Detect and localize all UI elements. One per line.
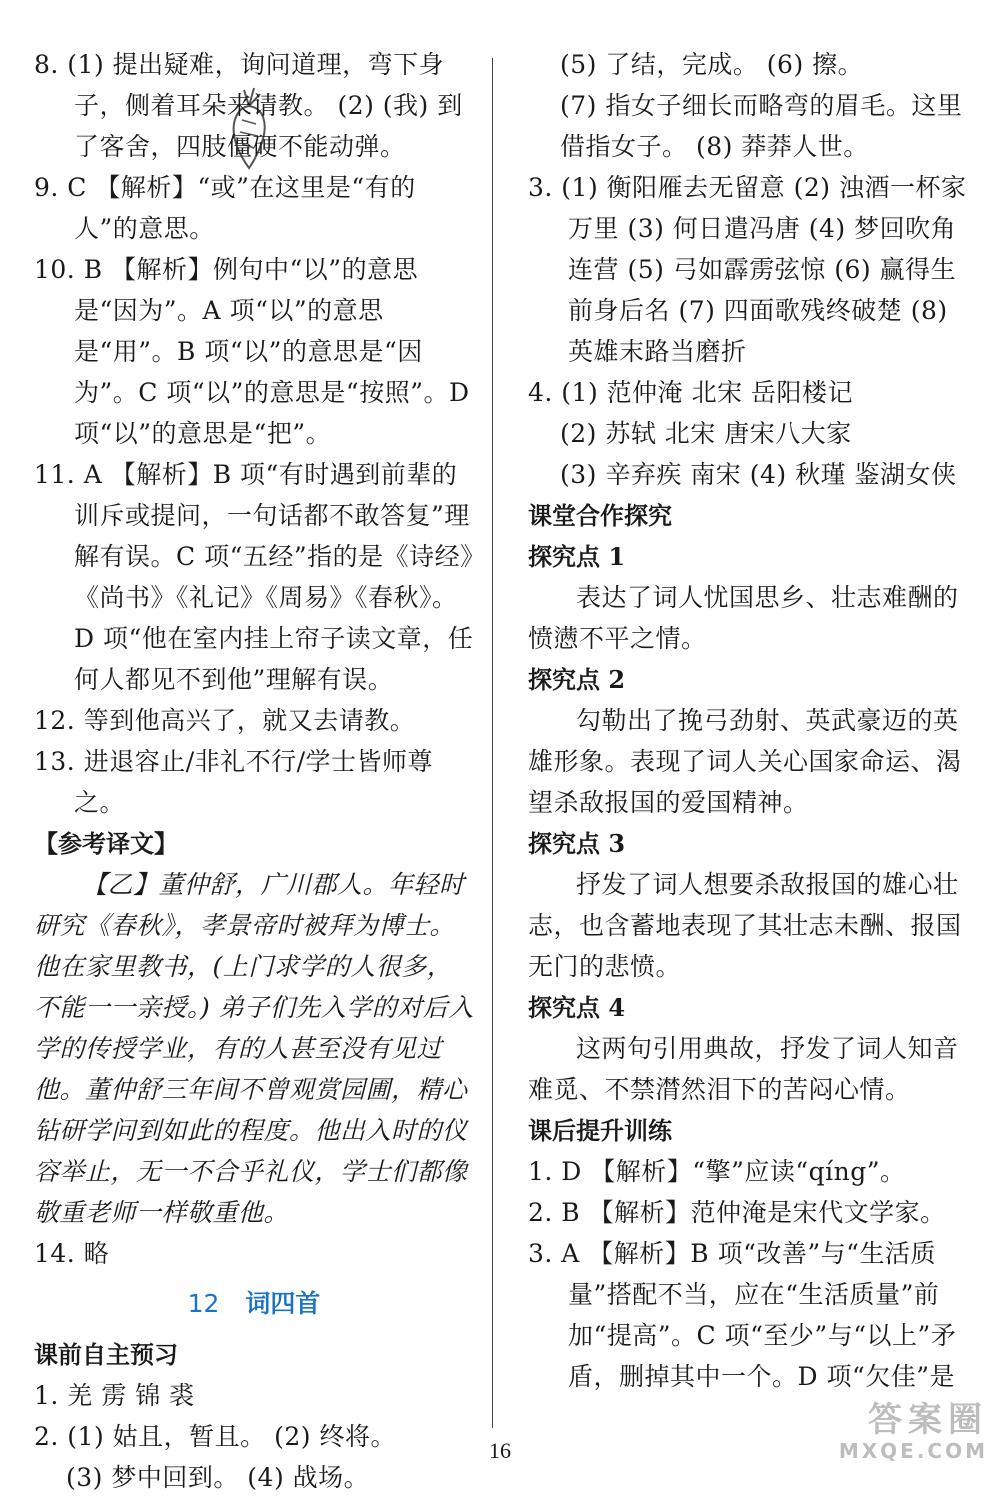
answer-9: 9. C 【解析】“或”在这里是“有的人”的意思。 — [34, 173, 416, 243]
cooperation-heading: 课堂合作探究 — [528, 501, 672, 530]
translation-heading: 【参考译文】 — [34, 829, 178, 858]
answer-8: 8. (1) 提出疑难，询问道理，弯下身子，侧着耳朵来请教。 (2) (我) 到了客舍，四肢僵硬不能动弹。 — [34, 50, 463, 161]
translation-text: 【乙】董仲舒，广川郡人。年轻时研究《春秋》，孝景帝时被拜为博士。他在家里教书，(上门求学的人很多，不能一一亲授。) 弟子们先入学的对后入学的传授学业，有的人甚至没有见过他。董仲舒三年间不曾观赏园圃，精心钻研学问到如此的程度。他出入时的仪容举止，无一不合乎礼仪，学士们都像敬重老师一样敬重他。 — [34, 870, 474, 1227]
preview-2-cont-c: (7) 指女子细长而略弯的眉毛。这里借指女子。 (8) 莽莽人世。 — [560, 91, 963, 161]
page-number: 16 — [489, 1438, 511, 1463]
translation-block — [34, 864, 474, 1233]
preview-3: 3. (1) 衡阳雁去无留意 (2) 浊酒一杯家万里 (3) 何日遣冯唐 (4) 梦回吹角连营 (5) 弓如霹雳弦惊 (6) 赢得生前身后名 (7) 四面歌残终破楚 (8) 英雄末路当磨折 — [528, 173, 967, 366]
after-answer-3: 3. A 【解析】B 项“改善”与“生活质量”搭配不当，应在“生活质量”前加“提高”。C 项“至少”与“以上”矛盾，删掉其中一个。D 项“欠佳”是 — [528, 1239, 957, 1391]
watermark-text: 答案圈 — [868, 1400, 988, 1440]
preview-4-b: (2) 苏轼 北宋 唐宋八大家 — [560, 419, 852, 448]
explore-point-1-text: 表达了词人忧国思乡、壮志难酬的愤懑不平之情。 — [528, 583, 959, 653]
preview-2-cont: (3) 梦中回到。 (4) 战场。 — [66, 1463, 370, 1492]
answer-13: 13. 进退容止/非礼不行/学士皆师尊之。 — [34, 747, 434, 817]
watermark-logo — [798, 1401, 988, 1467]
lesson-name: 词四首 — [245, 1289, 321, 1318]
answer-11: 11. A 【解析】B 项“有时遇到前辈的训斥或提问，一句话都不敢答复”理解有误。C 项“五经”指的是《诗经》《尚书》《礼记》《周易》《春秋》。D 项“他在室内挂上帘子读文章，任何人都见不到他”理解有误。 — [34, 460, 474, 694]
watermark-url: MXQE.COM — [838, 1439, 988, 1463]
answer-12: 12. 等到他高兴了，就又去请教。 — [34, 706, 416, 735]
explore-point-2-text: 勾勒出了挽弓劲射、英武豪迈的英雄形象。表现了词人关心国家命运、渴望杀敌报国的爱国精神。 — [528, 706, 962, 817]
explore-point-4-title: 探究点 4 — [528, 993, 626, 1022]
after-class-heading: 课后提升训练 — [528, 1116, 672, 1145]
left-column — [34, 44, 474, 1498]
explore-point-4-text: 这两句引用典故，抒发了词人知音难觅、不禁潸然泪下的苦闷心情。 — [528, 1034, 959, 1104]
right-column — [528, 44, 968, 1397]
lesson-number: 12 — [187, 1289, 220, 1318]
preview-4: 4. (1) 范仲淹 北宋 岳阳楼记 — [528, 378, 854, 407]
preview-4-c: (3) 辛弃疾 南宋 (4) 秋瑾 鉴湖女侠 — [560, 460, 957, 489]
preview-2: 2. (1) 姑且，暂且。 (2) 终将。 — [34, 1422, 396, 1451]
preview-heading: 课前自主预习 — [34, 1340, 178, 1369]
explore-point-3-title: 探究点 3 — [528, 829, 626, 858]
answer-14: 14. 略 — [34, 1239, 110, 1268]
after-answer-1: 1. D 【解析】“擎”应读“qíng”。 — [528, 1157, 906, 1186]
preview-2-cont-b: (5) 了结，完成。 (6) 擦。 — [560, 50, 864, 79]
explore-point-1-title: 探究点 1 — [528, 542, 626, 571]
answer-10: 10. B 【解析】例句中“以”的意思是“因为”。A 项“以”的意思是“用”。B 项“以”的意思是“因为”。C 项“以”的意思是“按照”。D 项“以”的意思是“把”。 — [34, 255, 470, 448]
preview-1: 1. 羌 雳 锦 裘 — [34, 1381, 195, 1410]
column-divider — [492, 58, 493, 1428]
after-answer-2: 2. B 【解析】范仲淹是宋代文学家。 — [528, 1198, 946, 1227]
explore-point-3-text: 抒发了词人想要杀敌报国的雄心壮志，也含蓄地表现了其壮志未酬、报国无门的悲愤。 — [528, 870, 962, 981]
explore-point-2-title: 探究点 2 — [528, 665, 626, 694]
lesson-title — [34, 1278, 474, 1330]
